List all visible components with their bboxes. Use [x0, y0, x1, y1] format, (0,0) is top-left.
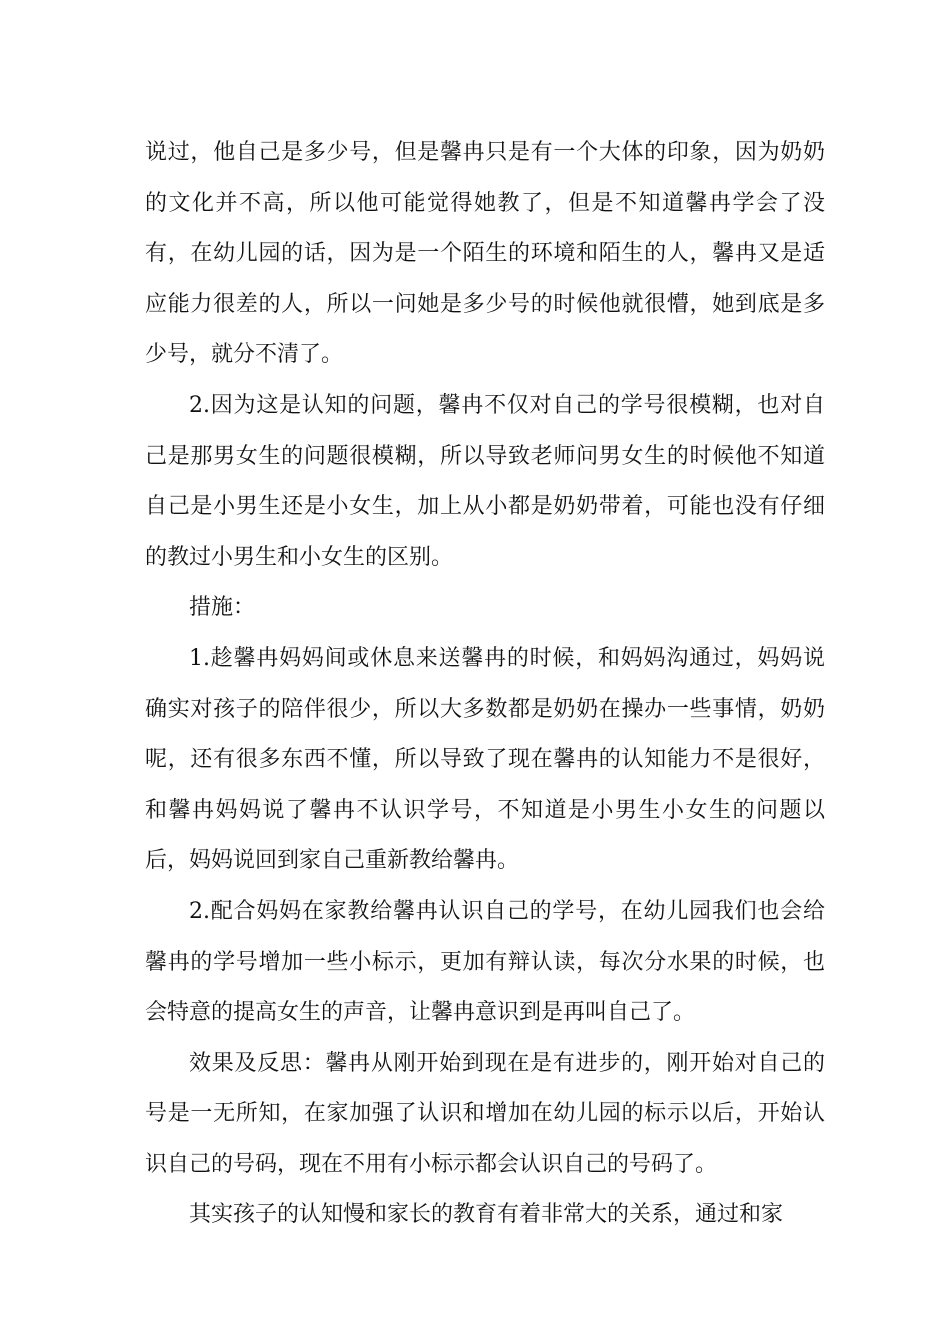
paragraph-conclusion: 其实孩子的认知慢和家长的教育有着非常大的关系，通过和家	[189, 1202, 784, 1228]
section-heading-measures: 措施：	[189, 595, 256, 621]
paragraph-measure-2: 2.配合妈妈在家教给馨冉认识自己的学号，在幼儿园我们也会给馨冉的学号增加一些小标示，更加有辩认读，每次分水果的时候，也会特意的提高女生的声音，让馨冉意识到是再叫自己了。	[145, 898, 825, 1026]
paragraph-effect-reflection: 效果及反思：馨冉从刚开始到现在是有进步的，刚开始对自己的号是一无所知，在家加强了认识和增加在幼儿园的标示以后，开始认识自己的号码，现在不用有小标示都会认识自己的号码了。	[145, 1050, 825, 1177]
paragraph-reason-2: 2.因为这是认知的问题，馨冉不仅对自己的学号很模糊，也对自己是那男女生的问题很模糊，所以导致老师问男女生的时候他不知道自己是小男生还是小女生，加上从小都是奶奶带着，可能也没有仔细的教过小男生和小女生的区别。	[145, 392, 825, 570]
paragraph-measure-1: 1.趁馨冉妈妈间或休息来送馨冉的时候，和妈妈沟通过，妈妈说确实对孩子的陪伴很少，所以大多数都是奶奶在操办一些事情，奶奶呢，还有很多东西不懂，所以导致了现在馨冉的认知能力不是很好，和馨冉妈妈说了馨冉不认识学号，不知道是小男生小女生的问题以后，妈妈说回到家自己重新教给馨冉。	[145, 645, 825, 874]
paragraph-continuation: 说过，他自己是多少号，但是馨冉只是有一个大体的印象，因为奶奶的文化并不高，所以他可能觉得她教了，但是不知道馨冉学会了没有，在幼儿园的话，因为是一个陌生的环境和陌生的人，馨冉又是适应能力很差的人，所以一问她是多少号的时候他就很懵，她到底是多少号，就分不清了。	[145, 140, 825, 368]
document-body	[145, 128, 825, 1241]
